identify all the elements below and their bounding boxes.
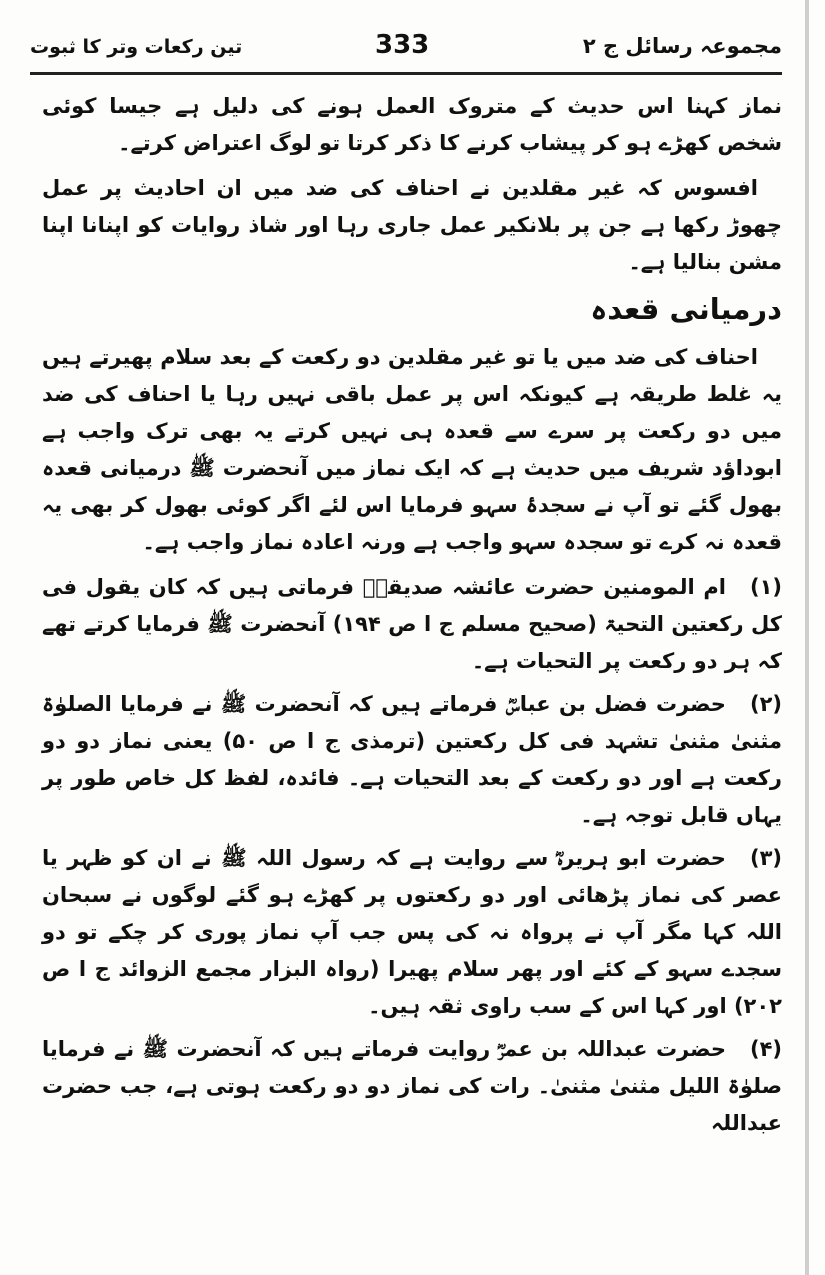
item-number: (۳) bbox=[749, 846, 782, 870]
item-text: ام المومنین حضرت عائشہ صدیقہؓ فرماتی ہیں کہ کان یقول فی کل رکعتین التحیۃ (صحیح مسلم ج ا ص ۱۹۴) آنحضرت ﷺ فرمایا کرتے تھے کہ ہر دو رکعت پر التحیات ہے۔ bbox=[42, 575, 782, 673]
intro-paragraph-2: افسوس کہ غیر مقلدین نے احناف کی ضد میں ان احادیث پر عمل چھوڑ رکھا ہے جن پر بلانکیر عمل جاری رہا اور شاذ روایات کو اپنانا اپنا مشن بنالیا ہے۔ bbox=[42, 176, 782, 274]
page-number: 333 bbox=[375, 30, 430, 60]
hadith-item bbox=[42, 569, 782, 680]
page-body bbox=[42, 88, 782, 1148]
scan-edge bbox=[805, 0, 809, 1275]
item-number: (۴) bbox=[749, 1037, 782, 1061]
item-text: حضرت فضل بن عباسؓ فرماتے ہیں کہ آنحضرت ﷺ نے فرمایا الصلوٰۃ مثنیٰ مثنیٰ تشہد فی کل رکعتین (ترمذی ج ا ص ۵۰) یعنی نماز دو دو رکعت ہے اور دو رکعت کے بعد التحیات ہے۔ فائدہ، لفظ کل خاص طور پر یہاں قابل توجہ ہے۔ bbox=[42, 692, 783, 827]
header-rule bbox=[30, 72, 782, 75]
item-number: (۲) bbox=[749, 692, 782, 716]
intro-paragraph-1: نماز کہنا اس حدیث کے متروک العمل ہونے کی دلیل ہے جیسا کوئی شخص کھڑے ہو کر پیشاب کرنے کا ذکر کرتا تو لوگ اعتراض کرتے۔ bbox=[42, 94, 782, 155]
item-text: حضرت ابو ہریرہؓ سے روایت ہے کہ رسول اللہ ﷺ نے ان کو ظہر یا عصر کی نماز پڑھائی اور دو رکعتوں پر کھڑے ہو گئے لوگوں نے سبحان اللہ کہا مگر آپ نے پرواہ نہ کی پس جب آپ نماز پوری کر چکے تو دو سجدے سہو کے کئے اور پھر سلام پھیرا (رواہ البزار مجمع الزوائد ج ا ص ۲۰۲) اور کہا اس کے سب راوی ثقہ ہیں۔ bbox=[42, 846, 782, 1018]
item-number: (۱) bbox=[749, 575, 782, 599]
item-text: حضرت عبداللہ بن عمرؓ روایت فرماتے ہیں کہ آنحضرت ﷺ نے فرمایا صلوٰۃ اللیل مثنیٰ مثنیٰ۔ رات کی نماز دو دو رکعت ہوتی ہے، جب حضرت عبداللہ bbox=[42, 1037, 782, 1135]
hadith-item bbox=[42, 840, 782, 1025]
hadith-item bbox=[42, 686, 782, 834]
book-title: مجموعہ رسائل ج ۲ bbox=[582, 34, 782, 58]
section-heading: درمیانی قعدہ bbox=[590, 292, 782, 326]
section-paragraph: احناف کی ضد میں یا تو غیر مقلدین دو رکعت کے بعد سلام پھیرتے ہیں یہ غلط طریقہ ہے کیونکہ اس پر عمل باقی نہیں رہا یا احناف کی ضد میں دو رکعت پر سرے سے قعدہ ہی نہیں کرتے یہ بھی ترک واجب ہے ابوداؤد شریف میں حدیث ہے کہ ایک نماز میں آنحضرت ﷺ درمیانی قعدہ بھول گئے تو آپ نے سجدۂ سہو فرمایا اس لئے اگر کوئی بھول کر بھی یہ قعدہ نہ کرے تو سجدہ سہو واجب ہے ورنہ اعادہ نماز واجب ہے۔ bbox=[42, 345, 782, 554]
running-header bbox=[30, 28, 782, 68]
hadith-item bbox=[42, 1031, 782, 1142]
chapter-subtitle: تین رکعات وتر کا ثبوت bbox=[30, 36, 243, 58]
